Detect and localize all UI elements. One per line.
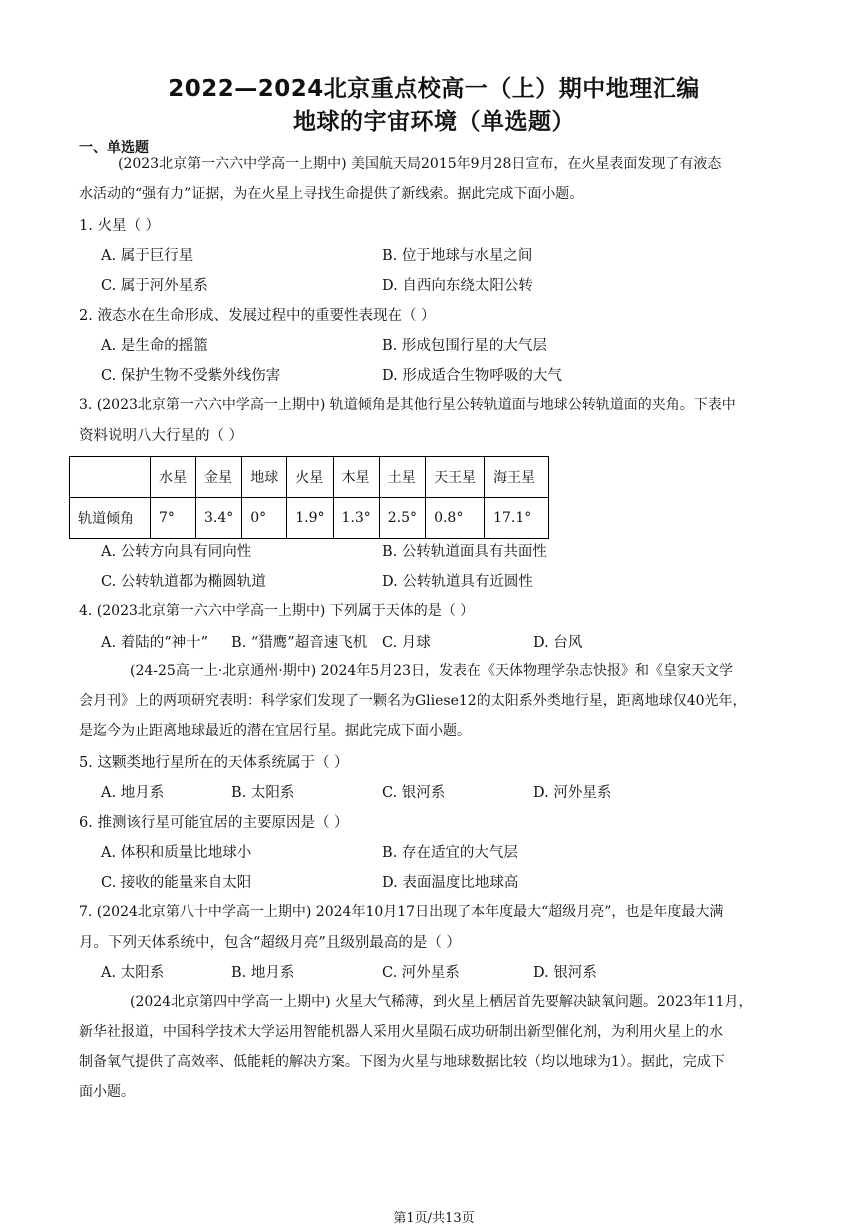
table-row: [70, 498, 549, 539]
page-number: 第1页/共13页: [393, 1211, 475, 1226]
question-2: 2. 液态水在生命形成、发展过程中的重要性表现在（ ）: [79, 308, 436, 324]
q1-option-b: B. 位于地球与水星之间: [382, 248, 533, 264]
passage-2-line-2: 会月刊》上的两项研究表明：科学家们发现了一颗名为Gliese12的太阳系外类地行星，距离地球仅40光年，: [79, 693, 747, 709]
passage-1-line-2: 水活动的“强有力”证据，为在火星上寻找生命提供了新线索。据此完成下面小题。: [79, 186, 584, 202]
table-cell: 7°: [151, 498, 196, 539]
q3-option-c: C. 公转轨道都为椭圆轨道: [101, 574, 266, 590]
q1-option-d: D. 自西向东绕太阳公转: [382, 278, 533, 294]
question-4: 4. (2023北京第一六六中学高一上期中) 下列属于天体的是（ ）: [79, 603, 475, 619]
table-cell: 地球: [242, 457, 287, 498]
q7-option-c: C. 河外星系: [382, 965, 460, 981]
table-cell: 海王星: [485, 457, 549, 498]
table-cell: 轨道倾角: [70, 498, 151, 539]
q7-option-d: D. 银河系: [533, 965, 597, 981]
table-cell: 1.3°: [333, 498, 379, 539]
table-cell: 17.1°: [485, 498, 549, 539]
question-3-line-2: 资料说明八大行星的（ ）: [79, 428, 244, 444]
q4-option-a: A. 着陆的“神十”: [101, 635, 209, 651]
question-6: 6. 推测该行星可能宜居的主要原因是（ ）: [79, 815, 349, 831]
q3-option-b: B. 公转轨道面具有共面性: [382, 544, 547, 560]
q5-option-c: C. 银河系: [382, 785, 446, 801]
question-7-line-2: 月。下列天体系统中，包含“超级月亮”且级别最高的是（ ）: [79, 935, 461, 951]
q1-option-a: A. 属于巨行星: [101, 248, 194, 264]
question-5: 5. 这颗类地行星所在的天体系统属于（ ）: [79, 755, 349, 771]
table-cell: 0.8°: [426, 498, 485, 539]
question-1: 1. 火星（ ）: [79, 218, 161, 234]
orbit-inclination-table: [69, 456, 549, 539]
table-cell: 土星: [379, 457, 425, 498]
passage-2-line-3: 是迄今为止距离地球最近的潜在宜居行星。据此完成下面小题。: [79, 723, 471, 739]
passage-3-line-3: 制备氧气提供了高效率、低能耗的解决方案。下图为火星与地球数据比较（均以地球为1）。据此，完成下: [79, 1054, 725, 1070]
q2-option-d: D. 形成适合生物呼吸的大气: [382, 368, 562, 384]
passage-3-line-2: 新华社报道，中国科学技术大学运用智能机器人采用火星陨石成功研制出新型催化剂，为利用火星上的水: [79, 1024, 723, 1040]
question-3-line-1: 3. (2023北京第一六六中学高一上期中) 轨道倾角是其他行星公转轨道面与地球公转轨道面的夹角。下表中: [79, 397, 736, 413]
q6-option-c: C. 接收的能量来自太阳: [101, 875, 252, 891]
table-cell: [70, 457, 151, 498]
q2-option-a: A. 是生命的摇篮: [101, 338, 208, 354]
table-cell: 金星: [196, 457, 242, 498]
q7-option-a: A. 太阳系: [101, 965, 165, 981]
table-cell: 木星: [333, 457, 379, 498]
table-cell: 0°: [242, 498, 287, 539]
question-7-line-1: 7. (2024北京第八十中学高一上期中) 2024年10月17日出现了本年度最大“超级月亮”，也是年度最大满: [79, 904, 724, 920]
table-header-row: [70, 457, 549, 498]
table-cell: 天王星: [426, 457, 485, 498]
section-heading: 一、单选题: [79, 140, 149, 156]
q4-option-d: D. 台风: [533, 635, 583, 651]
q4-option-c: C. 月球: [382, 635, 431, 651]
table-cell: 1.9°: [287, 498, 333, 539]
q2-option-b: B. 形成包围行星的大气层: [382, 338, 547, 354]
passage-1-line-1: (2023北京第一六六中学高一上期中) 美国航天局2015年9月28日宣布，在火星表面发现了有液态: [118, 156, 722, 172]
table-cell: 2.5°: [379, 498, 425, 539]
document-subtitle: 地球的宇宙环境（单选题）: [293, 109, 575, 135]
document-title: 2022—2024北京重点校高一（上）期中地理汇编: [168, 76, 700, 102]
q5-option-d: D. 河外星系: [533, 785, 612, 801]
table-cell: 水星: [151, 457, 196, 498]
q4-option-b: B. “猎鹰”超音速飞机: [231, 635, 368, 651]
passage-3-line-4: 面小题。: [79, 1084, 135, 1100]
q7-option-b: B. 地月系: [231, 965, 295, 981]
passage-3-line-1: (2024北京第四中学高一上期中) 火星大气稀薄，到火星上栖居首先要解决缺氧问题。2023年11月，: [130, 994, 753, 1010]
q2-option-c: C. 保护生物不受紫外线伤害: [101, 368, 281, 384]
q1-option-c: C. 属于河外星系: [101, 278, 208, 294]
table-cell: 3.4°: [196, 498, 242, 539]
passage-2-line-1: (24-25高一上·北京通州·期中) 2024年5月23日，发表在《天体物理学杂志快报》和《皇家天文学: [130, 663, 733, 679]
q3-option-d: D. 公转轨道具有近圆性: [382, 574, 533, 590]
q6-option-a: A. 体积和质量比地球小: [101, 845, 252, 861]
q3-option-a: A. 公转方向具有同向性: [101, 544, 252, 560]
q6-option-d: D. 表面温度比地球高: [382, 875, 519, 891]
table-cell: 火星: [287, 457, 333, 498]
q5-option-a: A. 地月系: [101, 785, 165, 801]
q6-option-b: B. 存在适宜的大气层: [382, 845, 518, 861]
q5-option-b: B. 太阳系: [231, 785, 295, 801]
